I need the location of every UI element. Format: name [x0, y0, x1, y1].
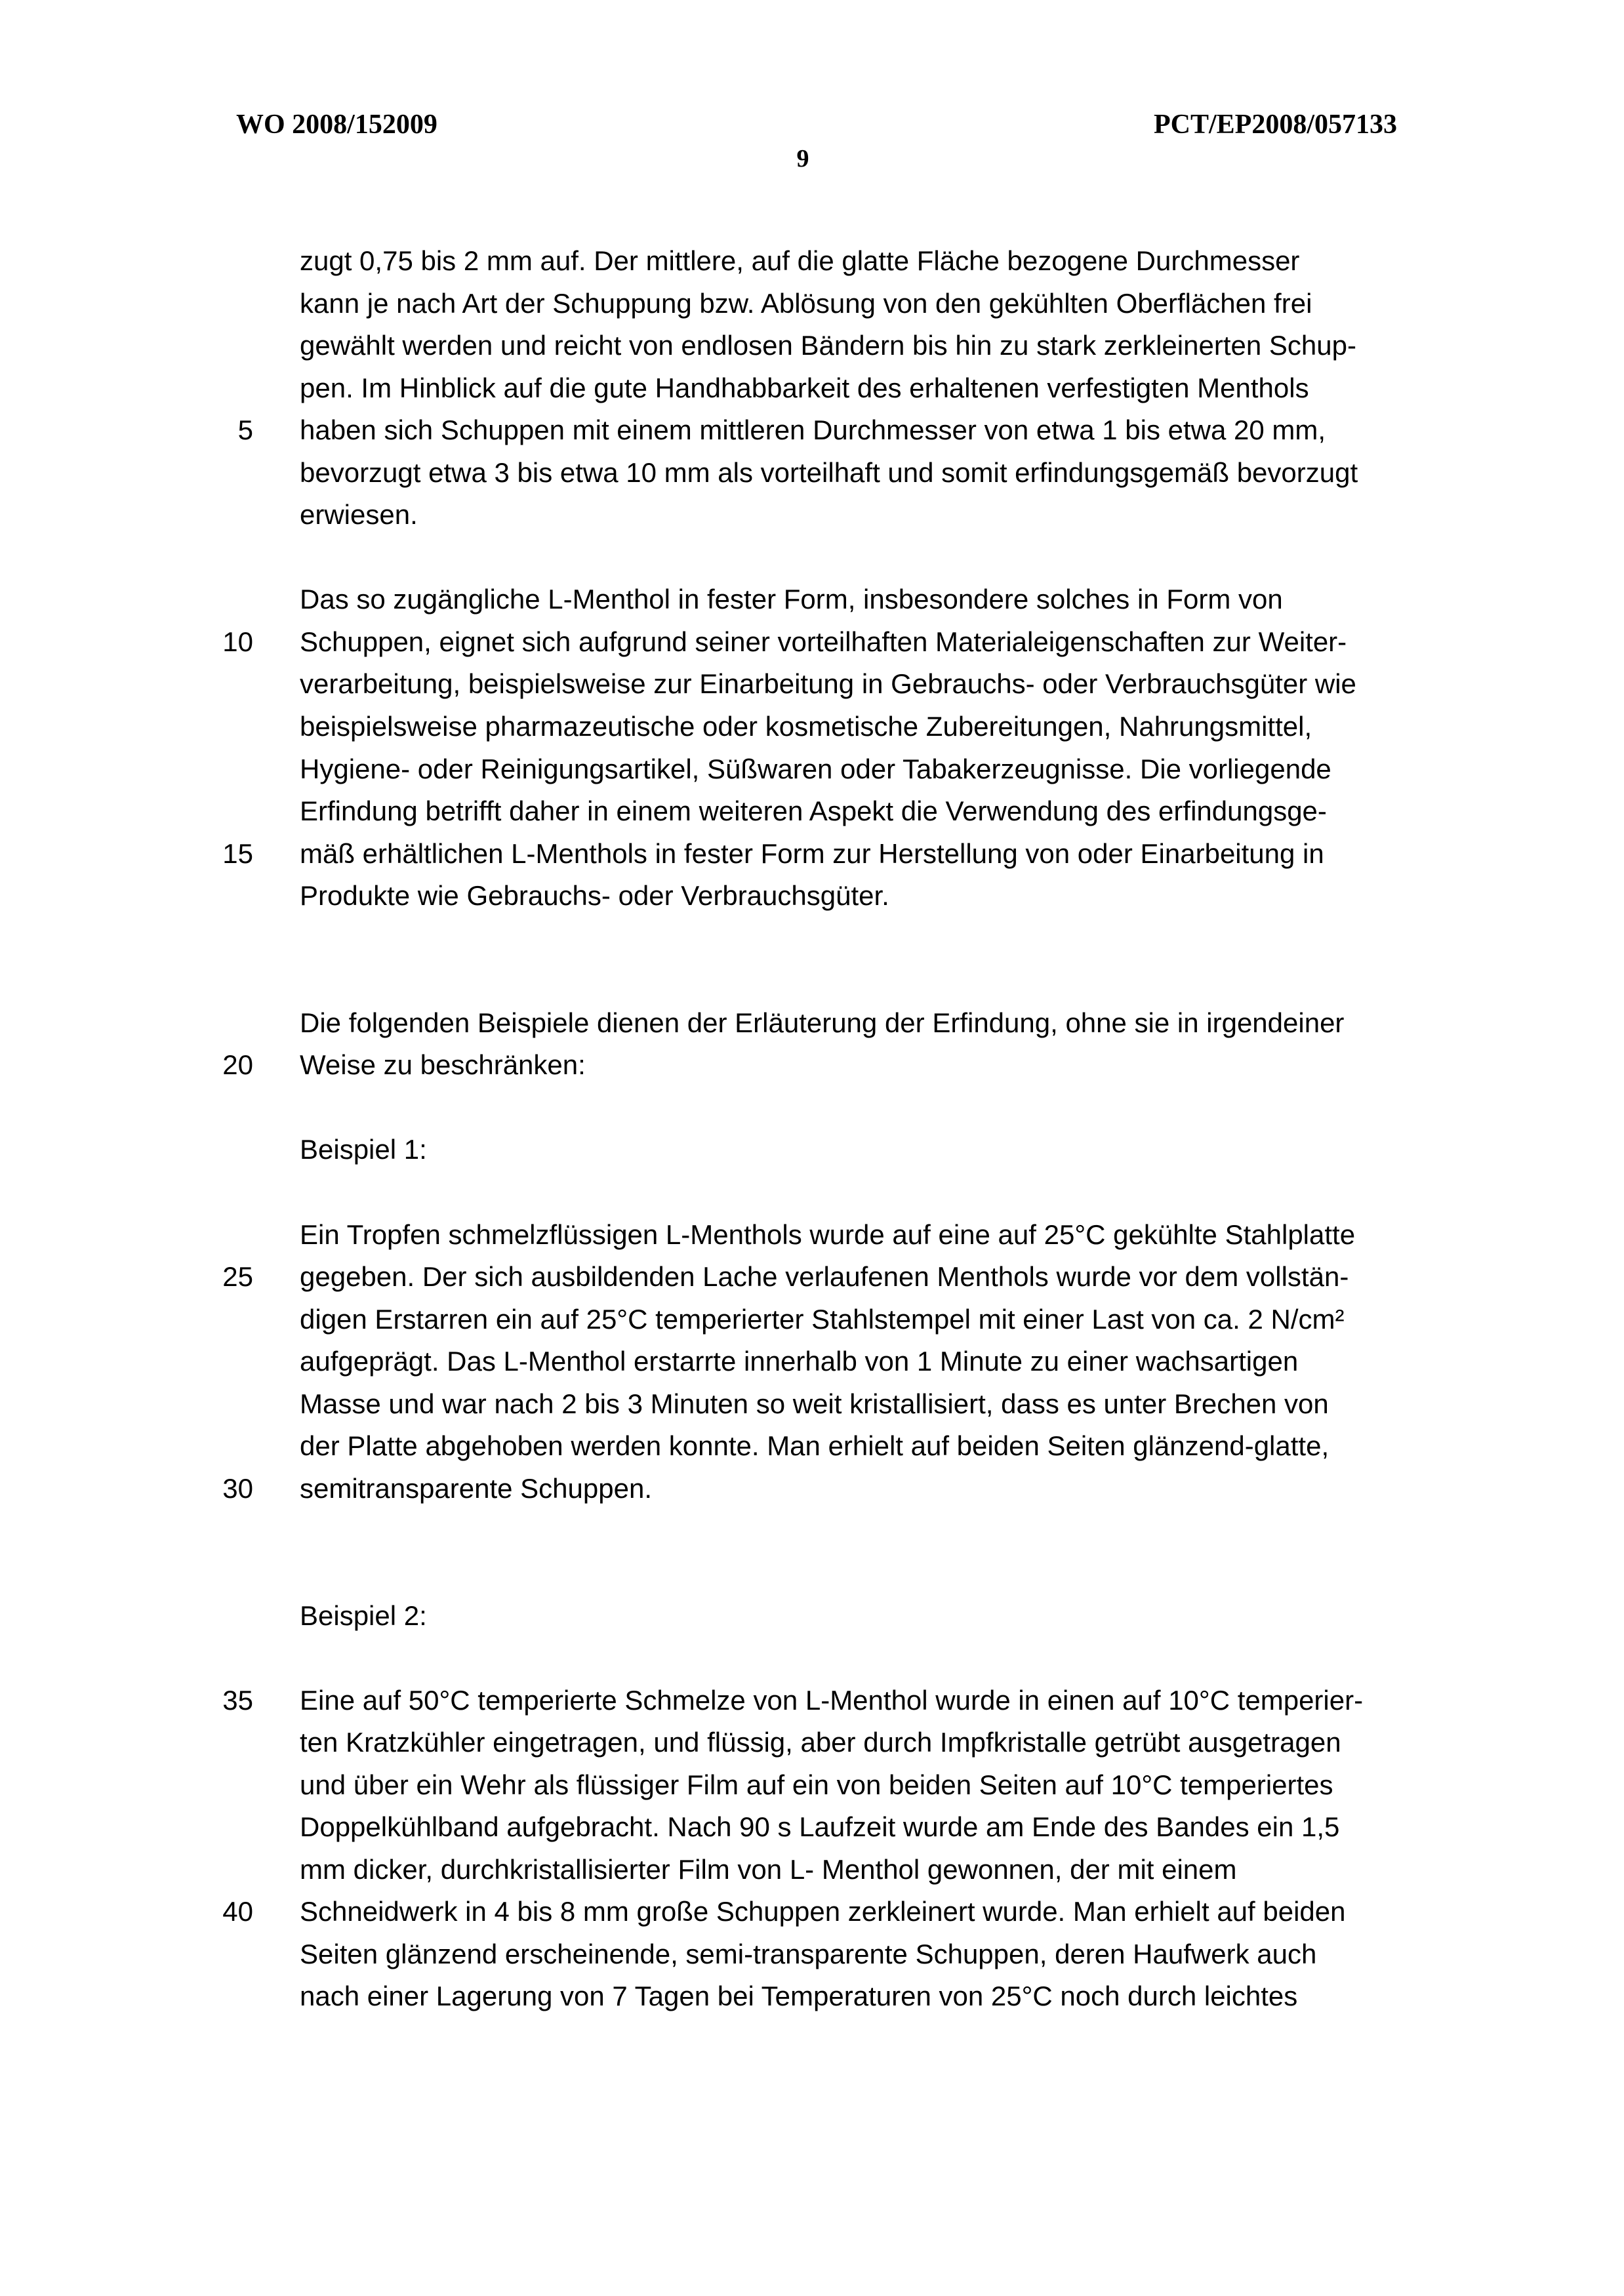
- line-text: Weise zu beschränken:: [300, 1049, 586, 1081]
- example-1-heading: [0, 1129, 1624, 1171]
- line-number: 35: [222, 1684, 253, 1716]
- line-text: Beispiel 2:: [300, 1600, 427, 1631]
- line-number: 10: [222, 626, 253, 657]
- text-line: [0, 536, 1624, 579]
- line-text: Masse und war nach 2 bis 3 Minuten so weit kristallisiert, dass es unter Brechen von: [300, 1388, 1329, 1419]
- text-line: [0, 494, 1624, 536]
- text-line: [0, 1849, 1624, 1891]
- text-line: [0, 663, 1624, 706]
- line-text: aufgeprägt. Das L-Menthol erstarrte innerhalb von 1 Minute zu einer wachsartigen: [300, 1346, 1299, 1377]
- line-text: verarbeitung, beispielsweise zur Einarbeitung in Gebrauchs- oder Verbrauchsgüter wie: [300, 668, 1356, 700]
- line-text: und über ein Wehr als flüssiger Film auf ein von beiden Seiten auf 10°C temperiertes: [300, 1769, 1333, 1800]
- text-line: [0, 1256, 1624, 1299]
- text-line: [0, 1002, 1624, 1045]
- text-line: [0, 706, 1624, 748]
- line-number: 30: [222, 1472, 253, 1504]
- text-line: [0, 1383, 1624, 1426]
- text-line: [0, 833, 1624, 876]
- line-text: Schneidwerk in 4 bis 8 mm große Schuppen zerkleinert wurde. Man erhielt auf beiden: [300, 1896, 1346, 1927]
- line-text: digen Erstarren ein auf 25°C temperierter Stahlstempel mit einer Last von ca. 2 N/cm²: [300, 1303, 1345, 1335]
- line-text: Ein Tropfen schmelzflüssigen L-Menthols wurde auf eine auf 25°C gekühlte Stahlplatte: [300, 1218, 1356, 1250]
- text-line: [0, 1637, 1624, 1680]
- text-line: [0, 621, 1624, 664]
- line-text: gewählt werden und reicht von endlosen Bändern bis hin zu stark zerkleinerten Schup-: [300, 330, 1356, 361]
- text-line: [0, 790, 1624, 833]
- text-line: [0, 959, 1624, 1002]
- line-text: zugt 0,75 bis 2 mm auf. Der mittlere, auf die glatte Fläche bezogene Durchmesser: [300, 245, 1300, 276]
- text-line: [0, 1468, 1624, 1510]
- line-number: 25: [222, 1261, 253, 1293]
- text-line: [0, 1087, 1624, 1129]
- line-text: mm dicker, durchkristallisierter Film von L- Menthol gewonnen, der mit einem: [300, 1853, 1237, 1885]
- text-line: [0, 325, 1624, 367]
- line-text: Eine auf 50°C temperierte Schmelze von L-Menthol wurde in einen auf 10°C temperier-: [300, 1684, 1364, 1716]
- line-text: mäß erhältlichen L-Menthols in fester Form zur Herstellung von oder Einarbeitung in: [300, 837, 1324, 869]
- line-text: haben sich Schuppen mit einem mittleren Durchmesser von etwa 1 bis etwa 20 mm,: [300, 414, 1326, 446]
- text-line: [0, 917, 1624, 960]
- text-line: [0, 1299, 1624, 1341]
- document-body: [0, 240, 1624, 2018]
- text-line: [0, 1933, 1624, 1976]
- line-text: nach einer Lagerung von 7 Tagen bei Temperaturen von 25°C noch durch leichtes: [300, 1981, 1298, 2012]
- line-text: Schuppen, eignet sich aufgrund seiner vorteilhaften Materialeigenschaften zur Weiter-: [300, 626, 1347, 657]
- text-line: [0, 1680, 1624, 1722]
- text-line: [0, 1722, 1624, 1764]
- line-text: erwiesen.: [300, 499, 418, 531]
- text-line: [0, 748, 1624, 791]
- text-line: [0, 1425, 1624, 1468]
- line-text: Seiten glänzend erscheinende, semi-transparente Schuppen, deren Haufwerk auch: [300, 1938, 1317, 1969]
- line-text: pen. Im Hinblick auf die gute Handhabbarkeit des erhaltenen verfestigten Menthols: [300, 372, 1309, 403]
- line-text: Doppelkühlband aufgebracht. Nach 90 s Laufzeit wurde am Ende des Bandes ein 1,5: [300, 1811, 1340, 1843]
- text-line: [0, 1510, 1624, 1552]
- text-line: [0, 240, 1624, 283]
- text-line: [0, 409, 1624, 452]
- text-line: [0, 367, 1624, 410]
- line-number: 40: [222, 1896, 253, 1927]
- page-number: 9: [796, 145, 809, 172]
- line-text: semitransparente Schuppen.: [300, 1472, 652, 1504]
- publication-number: WO 2008/152009: [236, 110, 437, 140]
- text-line: [0, 875, 1624, 917]
- text-line: [0, 1171, 1624, 1214]
- line-text: Produkte wie Gebrauchs- oder Verbrauchsgüter.: [300, 880, 889, 912]
- line-text: kann je nach Art der Schuppung bzw. Ablösung von den gekühlten Oberflächen frei: [300, 287, 1312, 319]
- text-line: [0, 1044, 1624, 1087]
- text-line: [0, 283, 1624, 325]
- line-text: bevorzugt etwa 3 bis etwa 10 mm als vorteilhaft und somit erfindungsgemäß bevorzugt: [300, 456, 1358, 488]
- text-line: [0, 1340, 1624, 1383]
- text-line: [0, 1552, 1624, 1595]
- application-number: PCT/EP2008/057133: [1153, 110, 1397, 140]
- line-text: der Platte abgehoben werden konnte. Man erhielt auf beiden Seiten glänzend-glatte,: [300, 1430, 1330, 1462]
- line-number: 15: [222, 837, 253, 869]
- text-line: [0, 1975, 1624, 2018]
- line-text: gegeben. Der sich ausbildenden Lache verlaufenen Menthols wurde vor dem vollstän-: [300, 1261, 1349, 1293]
- text-line: [0, 1214, 1624, 1257]
- text-line: [0, 1891, 1624, 1933]
- line-text: Die folgenden Beispiele dienen der Erläuterung der Erfindung, ohne sie in irgendeiner: [300, 1007, 1345, 1038]
- line-text: Hygiene- oder Reinigungsartikel, Süßwaren oder Tabakerzeugnisse. Die vorliegende: [300, 753, 1331, 784]
- text-line: [0, 578, 1624, 621]
- line-number: 5: [237, 414, 253, 446]
- line-text: ten Kratzkühler eingetragen, und flüssig, aber durch Impfkristalle getrübt ausgetragen: [300, 1727, 1341, 1758]
- line-text: Beispiel 1:: [300, 1134, 427, 1165]
- example-2-heading: [0, 1595, 1624, 1638]
- text-line: [0, 1764, 1624, 1807]
- line-text: Das so zugängliche L-Menthol in fester Form, insbesondere solches in Form von: [300, 584, 1283, 615]
- line-text: beispielsweise pharmazeutische oder kosmetische Zubereitungen, Nahrungsmittel,: [300, 711, 1312, 742]
- line-number: 20: [222, 1049, 253, 1081]
- text-line: [0, 1806, 1624, 1849]
- line-text: Erfindung betrifft daher in einem weiteren Aspekt die Verwendung des erfindungsge-: [300, 796, 1327, 827]
- text-line: [0, 452, 1624, 494]
